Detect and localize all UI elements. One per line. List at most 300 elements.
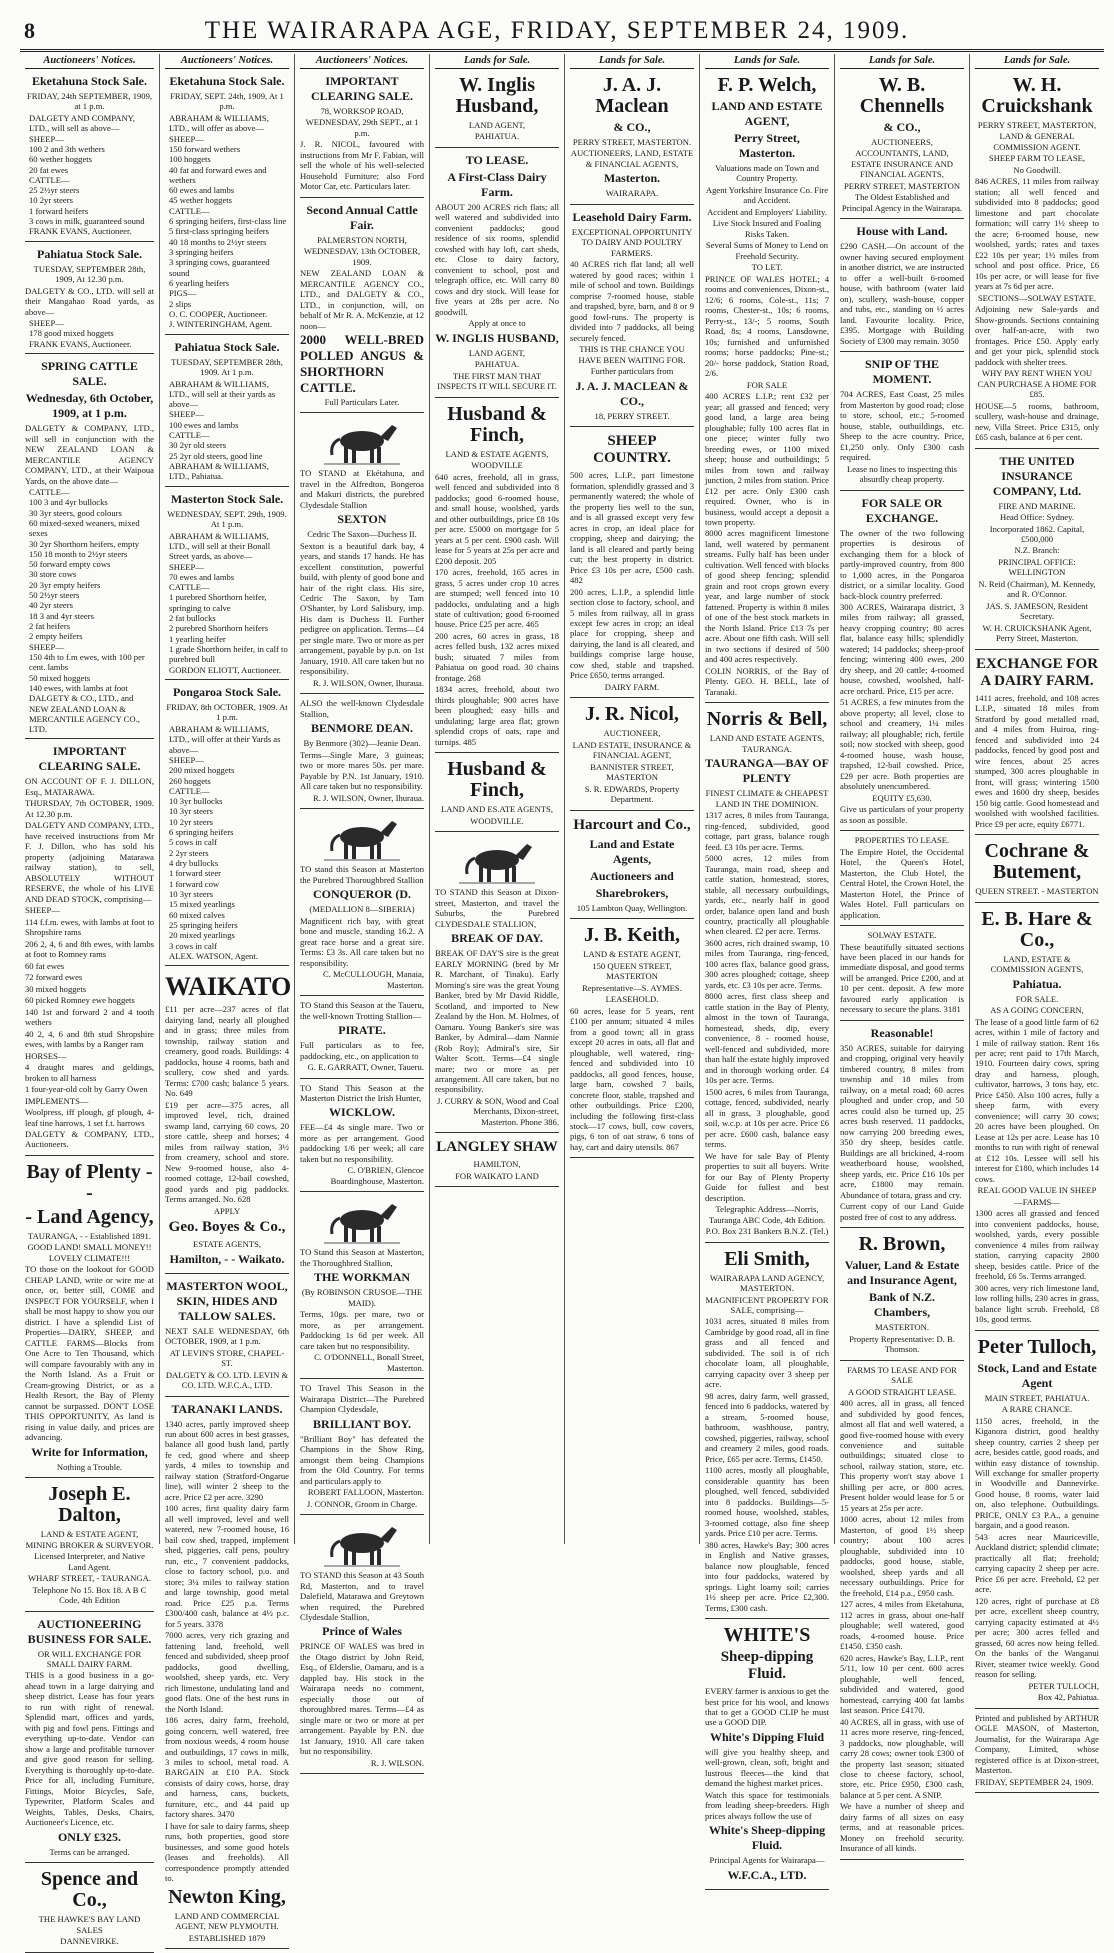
- ad-body: £290 CASH.—On account of the owner having secured employment in another district, we are instructed to offer a well-built 6-roomed house, with bathroom (water laid on), scullery, wash-house, copper and tubs, etc., standing on ½ acres land. Favourite locality. Price, £395. Mortgage with Building Society of £300 may remain. 3050: [840, 241, 964, 346]
- ad-owner: J. CURRY & SON, Wood and Coal Merchants, Dixon-street, Masterton. Phone 386.: [436, 1095, 559, 1127]
- list-line: SHEEP—: [169, 409, 204, 420]
- ad-exchange-dairy: [975, 650, 1099, 835]
- list-line: 2 fat bullocks: [169, 613, 216, 624]
- ad-body: PRINCE OF WALES HOTEL; 4 rooms and conveniences, Dixon-st., 12/6; 6 rooms, Cole-st., 11s; 7 rooms, Chester-st., 10s; 6 rooms, Perry-st., 13/-; 5 rooms, South Road, 8s; 4 rooms, Lansdowne, 10s; furnished and unfurnished rooms; horse paddocks; Pine-st.; 20/- horse paddock, Station Road, 2/6.: [705, 273, 829, 379]
- ad-title: Pahiatua Stock Sale.: [36, 246, 142, 261]
- listing: 1834 acres, freehold, about two thirds ploughable; 900 acres have been ploughed; easy hills and undulating; large area flat; grown splendid crops of oats, rape and turnips. 485: [435, 684, 559, 747]
- ad-forsale: FOR SALE.: [1015, 993, 1059, 1004]
- list-line: 1 forward heifers: [29, 205, 89, 216]
- list-line: 10 2yr steers: [29, 195, 73, 206]
- ad-firm-name: W. H. Cruickshank: [981, 74, 1093, 117]
- ad-body: BREAK OF DAY'S sire is the great EARLY MORNING (bred by Mr R. Marchant, of Tinaku). Early Morning's sire was the great Young Banker, bred by Mr David Riddle, Scotland, and imported to New Zealand by the Hon. M. Holmes, of Oamaru. Young Banker's sire was Banker, by Admiral—dam Nannie (Rob Roy); Admiral's sire, Sir Walter Scott. Terms—£4 single mare; two or more as per arrangement. All care taken, but no responsibility.: [435, 948, 559, 1095]
- ad-sub: A First-Class Dairy Farm.: [447, 169, 547, 199]
- ad-firm-name: Husband & Finch,: [447, 758, 547, 802]
- ad-sub: AUCTIONEER,: [603, 728, 661, 739]
- ad-firm-name: Spence and Co.,: [40, 1868, 139, 1912]
- ad-leasehold-dairy: [570, 205, 694, 427]
- ad-sub-2: FINEST CLIMATE & CHEAPEST LAND IN THE DOMINION.: [705, 788, 829, 809]
- ad-sub: ESTATE AGENTS,: [192, 1239, 262, 1250]
- ad-firm-name: F. P. Welch,: [717, 74, 817, 96]
- ad-secretary: JAS. S. JAMESON, Resident Secretary.: [986, 600, 1088, 622]
- ad-rep: Property Representative: D. B. Thomson.: [849, 1333, 955, 1355]
- list-line: 3 springing cows, guaranteed sound: [169, 257, 270, 278]
- ad-eketahuna-sale-2: [165, 69, 289, 335]
- ad-firm-name: Cochrane & Butement,: [984, 840, 1090, 884]
- ad-title: TO LEASE.: [465, 152, 529, 167]
- listing: 300 ACRES, Wairarapa district, 3 miles from railway; all grassed, heavy cropping country; 80 acres flat, balance easy hills; splendidly watered; 14 paddocks; sheep-proof fencing; wintering 400 ewes, 200 dry sheep, and 20 cattle; 4-roomed house, cowshed, woolshed, half-acre orchard. Price, £15 per acre.: [840, 601, 964, 696]
- ad-owner: R. J. WILSON, Owner, Ihuraua.: [313, 792, 424, 803]
- ad-snip: [840, 352, 964, 490]
- ad-masterton-sale: [165, 487, 289, 680]
- listing: 1340 acres, partly improved sheep run about 600 acres in best grasses, balance all good bush land, partly fe ced, good where and sheep yards, 4 miles to township and railway station (Stratford-Ongarue line), will winter 2 sheep to the acre. Price £2 per acre. 3290: [165, 1418, 289, 1502]
- list-line: WHARF STREET, - TAURANGA.: [28, 1573, 151, 1584]
- list-line: DALGETY & COMPANY, LTD., Auctioneers.: [25, 1128, 154, 1150]
- list-line: 100 ewes and lambs: [169, 419, 239, 430]
- ad-wool-sales: [165, 1274, 289, 1397]
- list-line: 2 fat heifers: [29, 621, 71, 632]
- list-line: 100 2 and 3th wethers: [29, 143, 105, 154]
- ad-peter-tulloch: [975, 1331, 1099, 1709]
- listing: 100 acres, first quality dairy farm all well improved, level and well watered, new 7-roomed house, 16 bail cow shed, trapped, implement shed, piggeries, calf pens, poultry run, etc., 7 convenient paddocks, close to factory school, p.o. and store; 3¼ miles to railway station and large township, good metal road. Price £25 p.a. Terms £300/400 cash, balance at 4½ p.c. for 5 years. 3378: [165, 1503, 289, 1629]
- ad-maclean: [570, 69, 694, 205]
- ad-body: £11 per acre—237 acres of flat dairying land, nearly all ploughed and in grass; three miles from township, railway station and creamery, good roads. Buildings: 4 paddocks, house 4 rooms, bath and scullery, cow shed and yards. Terms: £700 cash; balance 5 years. No. 649: [165, 1004, 289, 1099]
- ad-horse-name: THE WORKMAN: [313, 1270, 411, 1285]
- list-line: 50 2½yr steers: [29, 590, 80, 601]
- ad-eb-hare: [975, 903, 1099, 1331]
- ad-sub: Valuer, Land & Estate and Insurance Agent,: [844, 1258, 960, 1288]
- column-header: Auctioneers' Notices.: [165, 54, 289, 69]
- list-line: 140 1st and forward 2 and 4 tooth wethers: [25, 1006, 154, 1028]
- ad-firm-name: Peter Tulloch,: [977, 1335, 1097, 1358]
- ad-sub: LAND, ESTATE & COMMISSION AGENTS,: [990, 953, 1084, 975]
- column-5: [565, 54, 700, 1544]
- column-3: [295, 54, 430, 1768]
- ad-firm-name: J. B. Keith,: [583, 924, 681, 947]
- ad-sub-3: Sharebrokers,: [595, 885, 669, 900]
- ad-horse-name: SEXTON: [337, 512, 387, 527]
- ad-body: ABOUT 200 ACRES rich flats; all well watered and subdivided into convenient paddocks; good residence of six rooms, splendid cowshed with hay loft, cart sheds, etc. Close to dairy factory, convenient to school, post and telegraph office, etc. Will carry 80 cows and dry stock. Will lease for five years at 28s per acre. No goodwill.: [435, 201, 559, 317]
- listing: 1300 acres all grassed and fenced into convenient paddocks, house, woolshed, yards, every possible convenience 4 miles from railway station, carrying capacity 2800 sheep, besides cattle. Price of the freehold, £6 5s. Terms arranged.: [975, 1208, 1099, 1282]
- masthead: [0, 0, 1114, 60]
- list-line: 50 mixed hoggets: [29, 672, 91, 683]
- ad-date: WEDNESDAY, 13th OCTOBER, 1909.: [303, 246, 421, 267]
- ad-agents: Principal Agents for Wairarapa—: [709, 1855, 825, 1866]
- ad-street: Perry Street, Masterton.: [734, 131, 800, 160]
- ad-body: 1411 acres, freehold, and 108 acres L.I.P., situated 18 miles from Stratford by good metalled road, and 4 miles from Huiroa, ring-fenced and subdivided into 24 paddocks, fenced by good post and wire fences, about 25 acres stumped, 300 acres ploughable in front, will grass; wintering 1500 ewes and 1600 dry sheep, besides 150 big cattle. Good homestead and woolshed with woolshed facilities. Price £9 per acre, equity £6771.: [975, 692, 1099, 829]
- listing: 500 acres, L.I.P., part limestone formation, splendidly grassed and 3 permanently watered; the whole of the property lies well to the sun, and is all grassed except very few acres in crop, an ideal place for cropping, sheep and dairying; the land is all cleared and partly being cut; the best property in district. Price £3 10s per acre, £500 cash. 482: [570, 470, 694, 586]
- ad-body: 846 ACRES, 11 miles from railway station; all well fenced and subdivided into 8 paddocks; good limestone and part chocolate formation; will carry 1½ sheep to the acre; 6-roomed house, new woolshed, yards; rates and taxes £22 10s per year; 1½ miles from school and post office. Price, £6 10s per acre, or will lease for five years at 7s 6d per acre.: [975, 176, 1099, 292]
- ad-body: TO Stand this Season at the Taueru, the well-known Trotting Stallion—: [300, 1000, 424, 1021]
- ad-whites-dip: [705, 1619, 829, 1890]
- ad-established: ESTABLISHED 1879: [188, 1932, 266, 1943]
- ad-place: DANNEVIRKE.: [60, 1936, 119, 1947]
- ad-title: Leasehold Dairy Farm.: [572, 209, 692, 224]
- ad-jb-keith: [570, 919, 694, 1158]
- ad-chennells: [840, 69, 964, 219]
- ad-title: Reasonable!: [870, 1025, 934, 1040]
- listing: 3600 acres, rich drained swamp, 10 miles from Tauranga, ring-fenced, 100 acres flax, balance good grass, 300 acres ploughed; cottage, sheep yards, etc. £3 10s per acre. Terms.: [705, 937, 829, 990]
- ad-sub: LAND AND ESTATE AGENT,: [711, 99, 823, 128]
- list-line: ON ACCOUNT OF F. J. DILLON, Esq., MATARAWA.: [25, 776, 154, 797]
- listing: 300 acres, very rich limestone land, low rolling hills, 230 acres in grass, balance light scrub. Freehold, £8 10s, good terms.: [975, 1282, 1099, 1325]
- ad-firm-name: Eli Smith,: [724, 1247, 810, 1270]
- ad-sub: Land and Estate Agents,: [589, 836, 675, 866]
- ad-jr-nicol: [570, 698, 694, 810]
- list-line: 40 fat and forward ewes and wethers: [169, 164, 267, 185]
- list-line: LAND & ESTATE AGENT, MINING BROKER & SURVEYOR.: [25, 1529, 154, 1550]
- list-line: 2 purebred Shorthorn heifers: [169, 623, 269, 634]
- list-line: 40 18 months to 2½yr steers: [169, 236, 267, 247]
- ad-firm-name: Husband & Finch,: [447, 402, 547, 446]
- ad-body: 350 ACRES, suitable for dairying and cropping, original very heavily timbered country, 8 miles from township and 18 miles from railway, on a metal road; 60 acres ploughed and under crop, and 50 acres could also be turned up, 25 acres bush reserved. 11 paddocks, now carrying 200 breeding ewes, 350 dry sheep, besides cattle. Buildings are all brickined, 4-room weatherboard house, woolshed, sheep yards, etc. Price £16 10s per acre, £1800 may remain. Abundance of totara, grass and cry.: [840, 1042, 964, 1200]
- list-line: O. C. COOPER, Auctioneer.: [169, 308, 268, 319]
- ad-stallion-break-of-day: [435, 832, 559, 1133]
- column-header: Lands for Sale.: [435, 54, 559, 69]
- list-line: 1 yearling heifer: [169, 633, 226, 644]
- ad-sub-2: Auctioneers and: [590, 868, 674, 883]
- ad-title: SHEEP COUNTRY.: [593, 433, 671, 467]
- ad-apply: APPLY: [213, 1205, 241, 1216]
- ad-properties-to-lease: [840, 831, 964, 926]
- list-line: 60 ewes and lambs: [169, 185, 235, 196]
- list-line: SHEEP—: [169, 754, 204, 765]
- list-line: DALGETY AND COMPANY, LTD., have received instructions from Mr F. J. Dillon, who has sold his property (adjoining Matarawa railway station), to sell, ABSOLUTELY WITHOUT RESERVE, the whole of his LIVE AND DEAD STOCK, comprising—: [25, 820, 154, 904]
- ad-cruickshank: [975, 69, 1099, 449]
- ad-bank: Bank of N.Z. Chambers,: [868, 1290, 936, 1320]
- ad-auctioneering-business: [25, 1612, 154, 1864]
- ad-forsale: FOR SALE: [746, 379, 788, 390]
- column-header: Lands for Sale.: [840, 54, 964, 69]
- ad-sub: LAND & ESTATE AGENT,: [583, 949, 681, 960]
- ad-terms: Terms—Single Mare, 3 guineas; two or more mares 50s. per mare. Payable by P.N. 1st January, 1910. All care taken but no responsibility.: [300, 749, 424, 792]
- ad-stallion-wicklow: [300, 1079, 424, 1193]
- ad-title-2: - Land Agency,: [25, 1205, 154, 1228]
- ad-title: Second Annual Cattle Fair.: [306, 202, 418, 232]
- list-line: 70 ewes and lambs: [169, 571, 235, 582]
- ad-price: ONLY £325.: [57, 1829, 122, 1844]
- ad-pongaroa-sale: [165, 680, 289, 966]
- ad-stand: TO STAND this Season at Dixon-street, Masterton, and travel the Suburbs, the Purebred CLYDESDALE STALLION,: [435, 887, 559, 929]
- ad-sub: Lease no lines to inspecting this absurdly cheap property.: [846, 463, 958, 485]
- ad-waikato: [165, 966, 292, 1273]
- ad-horse-name: CONQUEROR (D.: [313, 887, 411, 902]
- list-line: SHEEP—: [169, 561, 204, 572]
- column-6: [700, 54, 835, 1882]
- list-line: 10 3yr bullocks: [169, 796, 223, 807]
- list-line: 40 2, 4, 6 and 8th stud Shropshire ewes, with lambs by a Ranger ram: [25, 1028, 154, 1050]
- list-line: Several Sums of Money to Lend on Freehold Security.: [705, 240, 829, 261]
- list-line: THURSDAY, 7th OCTOBER, 1909. At 12.30 p.m.: [25, 798, 154, 819]
- list-line: DALGETY & CO., LTD., and NEW ZEALAND LOAN & MERCANTILE AGENCY CO., LTD.: [29, 693, 140, 735]
- list-line: 20 fat ewes: [29, 164, 69, 175]
- ad-body: The owner of the two following properties is desirous of exchanging them for a block of partly-improved country, from 800 to 1,000 acres, in the Pongaroa district, or a similar locality. Good back-block country preferred.: [840, 527, 964, 601]
- ad-solway: SECTIONS—SOLWAY ESTATE.: [977, 292, 1097, 303]
- ad-line: The Oldest Established and Principal Agency in the Wairarapa.: [841, 192, 963, 213]
- list-line: ABRAHAM & WILLIAMS, LTD., will offer at their Yards as above—: [169, 723, 281, 755]
- ad-signature: COLIN NORRIS, of the Bay of Plenty. GEO. H. BELL, late of Taranaki.: [705, 665, 829, 697]
- listing: 40 ACRES, all in grass, with use of 11 acres more reserve, ring-fenced, 3 paddocks, now ploughable, will carry 28 cows; owner took £300 of the property last season; situated close to cheese factory, school, store, etc. Price £950, £300 cash, balance at 5 per cent. A SNIP.: [840, 1716, 964, 1800]
- ad-body: TO Stand This Season at the Masterton District the Irish Hunter,: [300, 1082, 424, 1103]
- listing: 127 acres, 4 miles from Eketahuna, 112 acres in grass, about one-half ploughable; well watered, good roads, 4-roomed house. Price £1450. £350 cash.: [840, 1599, 964, 1652]
- ad-firm-name: LANGLEY SHAW: [436, 1139, 558, 1156]
- ad-goodwill: No Goodwill.: [1013, 164, 1061, 175]
- ad-body: TO Travel This Season in the Wairarapa District—The Purebred Champion Clydesdale,: [300, 1383, 424, 1415]
- ad-lease: LEASEHOLD.: [605, 994, 659, 1005]
- ad-head: TAURANGA—BAY OF PLENTY: [705, 756, 829, 786]
- ad-sub: WAIRARAPA LAND AGENCY, MASTERTON.: [709, 1272, 825, 1294]
- list-line: CATTLE—: [169, 430, 210, 441]
- masthead-title: THE WAIRARAPA AGE, FRIDAY, SEPTEMBER 24, 1909.: [204, 17, 910, 44]
- ad-sub: A GOOD STRAIGHT LEASE.: [847, 1386, 957, 1397]
- list-line: CATTLE—: [169, 582, 210, 593]
- list-line: 25 springing heifers: [169, 919, 238, 930]
- list-line: IMPLEMENTS—: [25, 1095, 89, 1106]
- ad-body: 704 ACRES, East Coast, 25 miles from Masterton by good road; close to store, school, etc.; 5-roomed house, stable, outbuildings, etc. Sheep to the acre country. Price, £1,250 only. Only £300 cash required.: [840, 389, 964, 463]
- list-line: 20 mixed yearlings: [169, 930, 235, 941]
- ad-sub: FIRE AND MARINE.: [998, 500, 1076, 511]
- ad-title: FARMS TO LEASE AND FOR SALE: [847, 1364, 957, 1386]
- ad-house-with-land: [840, 219, 964, 352]
- ad-taranaki-lands: [165, 1397, 289, 1950]
- list-line: 10 3yr steers: [169, 806, 213, 817]
- ad-cochrane-butement: [975, 835, 1099, 902]
- ad-stallion-sexton: [300, 413, 424, 694]
- listing: 200 acres, L.I.P., a splendid little section close to factory, school, and 5 miles from railway, all in grass except few acres in crop; an ideal place for cropping, sheep and dairying, the land is all cleared, and buildings comprise large house, cow shed, stable and trapshed. Price £650, terms arranged.: [570, 586, 694, 681]
- ad-title: WAIKATO: [165, 972, 292, 1002]
- list-line: 2 2yr steers: [169, 847, 209, 858]
- ad-reasonable: [840, 1021, 964, 1228]
- ad-firm-name: Harcourt and Co.,: [573, 816, 691, 833]
- list-line: ABRAHAM & WILLIAMS, LTD., Pahiatua.: [169, 461, 269, 482]
- listing: 170 acres, freehold, 165 acres in grass, 5 acres under crop 10 acres are stumped; well fenced into 10 paddocks, undulating and a high state of cultivation; good 6-roomed house. Price £25 per acre. 465: [435, 567, 559, 630]
- ad-rent-body: HOUSE—5 rooms, bathroom, scullery, wash-house and drainage, new, Villa Street. Price £315, only £65 cash, balance at 6 per cent.: [975, 400, 1099, 443]
- list-line: 15 mixed yearlings: [169, 899, 235, 910]
- list-line: 50 forward empty cows: [29, 559, 111, 570]
- list-line: 5 first-class springing heifers: [169, 226, 269, 237]
- ad-sale: 400 ACRES L.I.P.; rent £32 per year; all grassed and fenced; very good land, a large area being ploughable; fully 100 acres flat in one piece; winter fully two breeding ewes, or 1100 mixed sheep; house and outbuildings; 5 miles from town and railway junction, 2 miles from station. Price £12 per acre. Only £300 cash required. Owner, who is in business, would accept a deposit a town property.: [705, 391, 829, 527]
- ad-horse-name: WICKLOW.: [329, 1105, 395, 1120]
- ad-sub: EXCEPTIONAL OPPORTUNITY TO DAIRY AND POULTRY FARMERS.: [571, 226, 693, 258]
- list-line: SHEEP—: [29, 133, 64, 144]
- ad-firm-name: E. B. Hare & Co.,: [981, 907, 1093, 951]
- column-header: Auctioneers' Notices.: [300, 54, 424, 69]
- ad-slogan: GOOD LAND! SMALL MONEY!! LOVELY CLIMATE!!!: [27, 1242, 152, 1263]
- ad-title: Eketahuna Stock Sale.: [31, 74, 148, 88]
- listing: 543 acres near Mauriceville, Auckland district; splendid climate; practically all flat; freehold; carrying capacity 2 sheep per acre. Price £6 per acre. Freehold, £2 per acre.: [975, 1531, 1099, 1595]
- ad-date: TUESDAY, SEPTEMBER 28th, 1909, At 12.30 p.m.: [33, 263, 146, 285]
- ad-sale-2: 8000 acres magnificent limestone land, well watered by permanent streams. Fully half has been under cultivation. Well fenced with blocks of good sheep fencing; splendid grain and root crops grown every year, and large number of stock fattened. Property is within 8 miles of one of the best stock markets in the North Island. Price £13 7s per acre. About one fifth cash. Will sell in two sections if desired of 500 and 400 acres respectively.: [705, 528, 829, 665]
- ad-terms: FEE—£4 4s single mare. Two or more as per arrangement. Good paddocking 1/6 per week; all care taken but no responsibility.: [300, 1122, 424, 1164]
- ad-sub: Sheep-dipping Fluid.: [720, 1649, 814, 1683]
- listing: 1150 acres, freehold, in the Kiganora district, good healthy sheep country, carries 2 sheep per acre, besides cattle, good roads, and within easy distance of township. Will exchange for smaller property in Woodville and Dannevirke. Good house, 8 rooms, water laid on, also telephone. Outbuildings. PRICE, ONLY £3 P.A., a genuine bargain, and a good reason.: [975, 1415, 1099, 1531]
- ad-branch: N.Z. Branch:: [1014, 545, 1060, 556]
- ad-owner: G. E. GARRATT, Owner, Taueru.: [307, 1062, 424, 1073]
- ad-clearing-sale: [25, 739, 154, 1155]
- list-line: 60 fat ewes: [25, 960, 65, 971]
- ad-street: MAIN STREET, PAHIATUA.: [984, 1392, 1090, 1403]
- ad-stallion-pirate: [300, 996, 424, 1078]
- list-line: CATTLE—: [169, 785, 210, 796]
- ad-tel: Telegraphic Address—Norris, Tauranga ABC Code, 4th Edition.: [708, 1204, 826, 1225]
- column-header: Auctioneers' Notices.: [25, 54, 154, 69]
- ad-street: PERRY STREET, MASTERTON,: [977, 120, 1097, 130]
- ad-sub-2: White's Dipping Fluid: [709, 1729, 825, 1744]
- ad-firm-name: R. Brown,: [858, 1233, 946, 1256]
- ad-street: BANNISTER STREET, MASTERTON: [590, 761, 674, 783]
- list-line: 40 2yr steers: [29, 600, 73, 611]
- ad-chance: A RARE CHANCE.: [1001, 1404, 1073, 1415]
- imprint-date: FRIDAY, SEPTEMBER 24, 1909.: [975, 1776, 1094, 1787]
- ad-line: S. R. EDWARDS, Property Department.: [584, 783, 680, 805]
- ad-place: PALMERSTON NORTH,: [317, 234, 407, 245]
- ad-owner: R. J. WILSON, Owner, Ihuraua.: [313, 677, 424, 688]
- list-line: 30 2yr Shorthorn heifers, empty: [29, 538, 140, 549]
- ad-horse-name: BRILLIANT BOY.: [312, 1416, 412, 1431]
- ad-firm: W.F.C.A., LTD.: [727, 1867, 807, 1882]
- ad-box: P.O. Box 231 Bankers B.N.Z. (Tel.): [705, 1226, 829, 1237]
- ad-stand: TO STAND at Ekétahuna, and travel in the Alfredton, Bongeroa and Makuri districts, the purebred Clydesdale Stallion: [300, 468, 424, 510]
- ad-firm-name: J. R. Nicol,: [585, 703, 679, 726]
- ad-tagline: THE FIRST MAN THAT INSPECTS IT WILL SECURE IT.: [437, 370, 557, 392]
- listing: 1500 acres, 6 miles from Tauranga, cottage, fenced, subdivided, nearly all in grass, 3 ploughable, good soil, w.c.p. at 10s per acre. Price £6 per acre. £600 cash, balance easy terms.: [705, 1086, 829, 1150]
- ad-date: TUESDAY, SEPTEMBER 28th, 1909. At 1 p.m.: [171, 356, 283, 378]
- ad-date: WEDNESDAY, SEPT. 29th, 1909. At 1 p.m.: [167, 508, 287, 530]
- ad-directors: N. Reid (Chairman), M. Kennedy, and R. O'Connor.: [978, 578, 1096, 600]
- ad-stallion-prince-of-wales: [300, 1515, 424, 1774]
- imprint-body: Printed and published by ARTHUR OGLE MASON, of Masterton, Journalist, for the Wairarapa Age Company, Limited, whose registered office is at Dixon-street, Masterton.: [975, 1712, 1099, 1776]
- list-line: 1 four-year-old colt by Garry Owen: [25, 1084, 148, 1095]
- ad-spring-cattle-sale: [25, 354, 154, 739]
- ad-place: Pahiatua.: [1012, 976, 1062, 991]
- ad-sheep: SHEEP FARM TO LEASE,: [988, 153, 1086, 164]
- printer-imprint: [975, 1709, 1099, 1793]
- ad-firms: DALGETY & CO. LTD. LEVIN & CO. LTD. W.F.C.A., LTD.: [165, 1369, 289, 1391]
- ad-role-2: ACCOUNTANTS, LAND, ESTATE INSURANCE AND FINANCIAL AGENTS,: [851, 148, 953, 180]
- list-line: 30 store cows: [29, 569, 77, 580]
- list-line: 5 cows in calf: [169, 837, 217, 848]
- ad-street: 150 QUEEN STREET, MASTERTON: [592, 960, 672, 982]
- ad-body: DALGETY & COMPANY, LTD., will sell in conjunction with the NEW ZEALAND LOAN & MERCANTILE AGENCY COMPANY, LTD., at their Waipoua Yards, on the above date—: [25, 423, 154, 486]
- ad-equity: EQUITY £5,630.: [872, 792, 932, 803]
- list-line: 18 3 and 4yr steers: [29, 610, 94, 621]
- ad-langley-shaw: [435, 1133, 559, 1187]
- list-line: 60 mixed-sexed weaners, mixed sexes: [29, 517, 140, 539]
- ad-box: Box 42, Pahiatua.: [1037, 1692, 1099, 1703]
- list-line: 140 ewes, with lambs at foot: [29, 682, 128, 693]
- list-line: 30 2yr old steers: [169, 440, 227, 451]
- listing: 8000 acres, first class sheep and cattle station in the Bay of Plenty, almost in the town of Tauranga, homestead, sheds, dip, every convenience, 8 - roomed house, well-fenced and subdivided, more than half the estate highly improved and in thorough working order. £4 10s per acre. Terms.: [705, 991, 829, 1086]
- list-line: Telephone No 15. Box 18. A B C Code, 4th Edition: [32, 1584, 147, 1606]
- ad-second-cattle-fair: [300, 198, 424, 413]
- ad-sheep-country: [570, 427, 694, 698]
- listing: 186 acres, dairy farm, freehold, going concern, well watered, free from noxious weeds, 4 room house and outbuildings, 17 cows in milk, 3 miles to school, metal road. A BARGAIN at £10 P.A. Stock consists of dairy cows, horse, dray and harness, cans, buckets, furniture, etc., and 44 paid up factory shares. 3470: [165, 1715, 289, 1820]
- ad-body: NEXT SALE WEDNESDAY, 6th OCTOBER, 1909, at 1 p.m.: [165, 1325, 289, 1347]
- ad-date: WEDNESDAY, 29th SEPT., at 1 p.m.: [305, 117, 419, 138]
- ad-eli-smith: [705, 1243, 829, 1620]
- ad-place: AT LEVIN'S STORE, CHAPEL-ST.: [169, 1347, 285, 1369]
- ad-date: FRIDAY, 24th SEPTEMBER, 1909, at 1 p.m.: [26, 91, 153, 112]
- ad-place: WOODVILLE.: [470, 815, 524, 826]
- ad-firm-name: Joseph E. Dalton,: [48, 1483, 131, 1527]
- list-line: CATTLE—: [29, 486, 70, 497]
- ad-harcourt: [570, 811, 694, 919]
- ad-solway-body: Adjoining new Sale-yards and Show-grounds. Sections containing over half-an-acre, with two frontages. Price £50. Apply early and get your pick, splendid stock paddock with shelter trees.: [975, 304, 1099, 367]
- list-line: 4 draught mares and geldings, broken to all harness: [25, 1062, 154, 1083]
- ad-sub: LAND AND ESTATE AGENTS, TAURANGA.: [709, 733, 825, 754]
- listing: 7000 acres, very rich grazing and fattening land, freehold, well fenced and subdivided, sheep proof paddocks, good dwelling, woolshed, sheep yards, etc. Very rich limestone, undulating land and good flats. One of the best runs in the North Island.: [165, 1630, 289, 1714]
- ad-sub: 78, WORKSOP ROAD,: [320, 106, 404, 116]
- list-line: 1 grade Shorthorn heifer, in calf to purebred bull: [169, 644, 288, 665]
- ad-stand: TO STAND this Season at 43 South Rd, Masterton, and to travel Dalefield, Matarawa and Greytown when required, the Purebred Clydesdale Stallion,: [300, 1570, 424, 1622]
- ad-firm-name: Geo. Boyes & Co.,: [168, 1219, 286, 1236]
- list-line: ABRAHAM & WILLIAMS, LTD., will sell at their Bonall Street yards, as above—: [169, 530, 271, 562]
- list-line: 60 picked Romney ewe hoggets: [25, 995, 135, 1006]
- ad-body: THIS is a good business in a go-ahead town in a large dairying and sheep district. Lease has four years to run with right of renewal. Splendid mart, offices and yards, with pig and fowl pens. Fittings and everything up-to-date. Vendor can show a large and profitable turnover and give good reason for selling. Everything is thoroughly up-to-date. Price for all, including Furniture, Fittings, Motor Bicycles, Safe, Typewriter, Platform Scales and Weights, Tables, Desks, Chairs, Auctioneer's Licence, etc.: [25, 1670, 154, 1828]
- listing: 1317 acres, 8 miles from Tauranga, ring-fenced, subdivided, good cottage, part grass, balance rough feed. £3 10s per acre. Terms.: [705, 810, 829, 852]
- ad-owner: ROBERT FALLOON, Masterton.: [307, 1487, 424, 1498]
- ad-body: ALSO the well-known Clydesdale Stallion,: [300, 698, 424, 719]
- ad-real: REAL GOOD VALUE IN SHEEP: [977, 1185, 1097, 1196]
- ad-place: MASTERTON.: [875, 1322, 929, 1333]
- ad-owner: R. J. WILSON.: [370, 1757, 424, 1768]
- ad-info-2: Nothing a Trouble.: [56, 1461, 123, 1472]
- ad-norris-bell: [705, 703, 829, 1242]
- listing: 200 acres, 60 acres in grass, 18 acres felled bush, 132 acres mixed bush; situated 7 miles from Pahiatua on good road. 30 chains frontage. 268: [435, 630, 559, 683]
- list-line: Valuations made on Town and Country Property.: [715, 163, 819, 184]
- ad-office: Head Office: Sydney.: [1000, 512, 1074, 523]
- list-line: 3 springing heifers: [169, 247, 234, 258]
- ad-title: FOR SALE OR EXCHANGE.: [861, 495, 943, 525]
- list-line: 20 3yr empty heifers: [29, 579, 101, 590]
- ad-firm-name: Newton King,: [168, 1885, 286, 1908]
- ad-bay-of-plenty: [25, 1156, 154, 1478]
- list-line: ABRAHAM & WILLIAMS, LTD., will offer as above—: [169, 112, 269, 134]
- ad-body: The lease of a good little farm of 62 acres, within 1 mile of factory and 1 mile of railway station. Rent 16s per acre; rent paid to 17th March, 1910. Fourteen dairy cows, spring dray and harness, plough, cultivator, harrows, 3 tons hay, etc. Price £450. Also 100 acres, fully a sheep farm, with every convenience; will carry 30 cows; 20 acres have been ploughed. On Lease at 12s per acre. Lease has 10 months to run with right of renewal at £12 10s. Lessee will sell his interest for £180, which includes 14 cows.: [975, 1016, 1099, 1184]
- ad-title: PROPERTIES TO LEASE.: [854, 835, 950, 846]
- ad-info: Write for Information,: [31, 1444, 148, 1459]
- column-4: [430, 54, 565, 1544]
- ad-body: TO Stand this Season at Masterton, the Thoroughbred Stallion,: [300, 1247, 424, 1268]
- list-line: SHEEP—: [169, 133, 204, 144]
- ad-horse-name: BENMORE DEAN.: [310, 721, 413, 736]
- ad-agent: W. H. CRUICKSHANK Agent, Perry Street, Masterton.: [982, 622, 1092, 644]
- list-line: Licensed Interpreter, and Native Land Agent.: [34, 1551, 145, 1572]
- ad-street: 18, PERRY STREET.: [594, 410, 670, 421]
- column-7: [835, 54, 970, 1854]
- ad-title: Pongaroa Stock Sale.: [172, 684, 282, 699]
- ad-sale-or-exchange: [840, 491, 964, 832]
- ad-body-3: Watch this space for testimonials from leading sheep-breeders. High prices always follow the use of: [705, 1789, 829, 1821]
- list-line: ABRAHAM & WILLIAMS, LTD., will sell at their yards as above—: [169, 378, 276, 410]
- ad-place: PAHIATUA.: [474, 359, 520, 370]
- stallion-illustration: [457, 838, 537, 884]
- ad-farms-to-lease: [840, 1361, 964, 1860]
- ad-firm-name: W. Inglis Husband,: [455, 74, 539, 117]
- list-line: FRANK EVANS, Auctioneer.: [29, 226, 132, 237]
- ad-title: IMPORTANT CLEARING SALE.: [38, 744, 141, 774]
- ad-terms: Terms can be arranged.: [49, 1846, 130, 1857]
- list-line: SHEEP—: [25, 905, 60, 916]
- ad-horse-name: PIRATE.: [338, 1023, 386, 1038]
- ad-firm: J. A. J. MACLEAN & CO.,: [575, 378, 689, 408]
- ad-title: MASTERTON WOOL, SKIN, HIDES AND TALLOW SALES.: [166, 1278, 288, 1323]
- ad-body-2: will give you healthy sheep, and well-grown, clean, soft, bright and lustrous fleeces—the kind that demand the highest market prices.: [705, 1746, 829, 1789]
- list-line: 6 springing heifers, first-class line: [169, 216, 287, 227]
- ad-body: TO those on the lookout for GOOD CHEAP LAND, write or wire me at once, or, better still, COME and INSPECT FOR YOURSELF, when I shall be most happy to show you our district. I have a splendid List of Properties—DAIRY, SHEEP, and CATTLE FARMS—Blocks from One Acre to Ten Thousand, which will compare favourably with any in the North Island. As a Fruit or Cream-growing District, or as a Health Resort, the Bay of Plenty cannot be surpassed. DON'T LOSE THIS OPPORTUNITY, As land is rising in value daily, and prices are advancing.: [25, 1264, 154, 1443]
- ad-street: QUEEN STREET. - MASTERTON: [975, 886, 1099, 897]
- ad-street: PERRY STREET, MASTERTON.: [572, 137, 692, 147]
- list-line: ALEX. WATSON, Agent.: [169, 950, 258, 961]
